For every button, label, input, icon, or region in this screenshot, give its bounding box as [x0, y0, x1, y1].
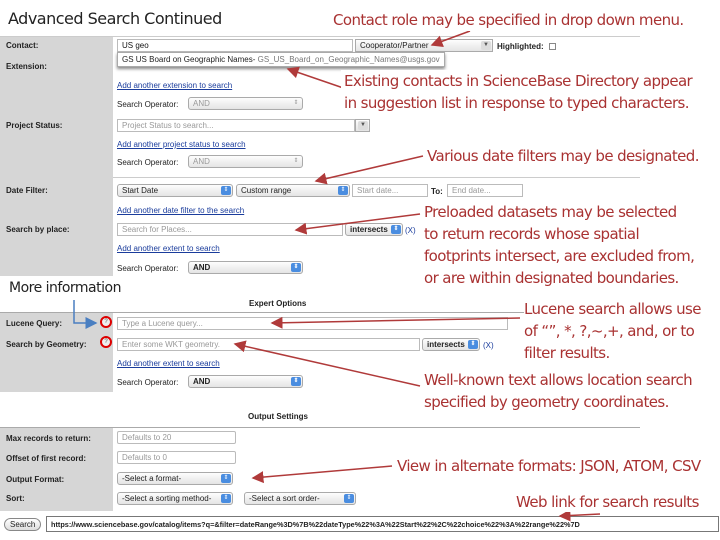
start-date-input[interactable]: Start date...	[352, 184, 428, 197]
lucene-query-label: Lucene Query:	[6, 319, 63, 328]
operator-value: AND	[193, 99, 210, 108]
contact-input[interactable]: US geo	[117, 39, 353, 52]
note-formats: View in alternate formats: JSON, ATOM, CSV	[397, 457, 701, 475]
note-line: Well-known text allows location search	[424, 371, 693, 389]
project-status-label: Project Status:	[6, 121, 63, 130]
note-wkt	[424, 369, 692, 413]
operator-label: Search Operator:	[117, 100, 179, 109]
highlighted-label: Highlighted:	[497, 42, 544, 51]
relation-value: intersects	[427, 340, 465, 349]
note-line: Lucene search allows use	[524, 300, 701, 318]
format-value: -Select a format-	[122, 474, 182, 483]
note-lucene	[524, 298, 701, 364]
project-status-input[interactable]: Project Status to search...	[117, 119, 355, 132]
output-format-label: Output Format:	[6, 475, 65, 484]
end-date-input[interactable]: End date...	[447, 184, 523, 197]
sort-label: Sort:	[6, 494, 25, 503]
lucene-query-input[interactable]: Type a Lucene query...	[117, 317, 508, 330]
search-by-place-label: Search by place:	[6, 225, 70, 234]
note-date-filters: Various date filters may be designated.	[427, 147, 699, 165]
date-filter-label: Date Filter:	[6, 186, 48, 195]
arrow-wkt	[235, 344, 420, 386]
chevron-updown-icon: ⇕	[291, 377, 301, 386]
add-date-filter-link[interactable]: Add another date filter to the search	[117, 206, 245, 215]
chevron-updown-icon: ⇕	[344, 494, 354, 503]
chevron-updown-icon: ⇕	[338, 186, 348, 195]
search-url-field[interactable]: https://www.sciencebase.gov/catalog/items?q=&filter=dateRange%3D%7B%22dateType%22%3A%22Start%22%2C%22choice%22%3A%22range%22%7D	[46, 516, 719, 532]
operator-value: AND	[193, 157, 210, 166]
arrow-lucene	[272, 318, 520, 323]
chevron-updown-icon: ⇕	[291, 263, 301, 272]
add-extent-link[interactable]: Add another extent to search	[117, 359, 220, 368]
place-input[interactable]: Search for Places...	[117, 223, 343, 236]
arrow-more-info	[74, 300, 96, 323]
operator-value: AND	[193, 263, 211, 272]
max-records-input[interactable]: Defaults to 20	[117, 431, 236, 444]
sort-order-value: -Select a sort order-	[249, 494, 320, 503]
help-icon[interactable]: ?	[100, 336, 112, 348]
note-preloaded	[424, 201, 694, 289]
arrow-format	[253, 466, 392, 478]
note-line: in suggestion list in response to typed characters.	[344, 94, 689, 112]
suggestion-name: GS US Board on Geographic Names-	[122, 55, 256, 64]
note-contact-role: Contact role may be specified in drop down menu.	[333, 11, 684, 29]
operator-label: Search Operator:	[117, 264, 179, 273]
arrow-contact-role	[432, 31, 470, 45]
note-line: or are within designated boundaries.	[424, 267, 694, 289]
more-information-label: More information	[9, 280, 121, 296]
note-line: to return records whose spatial	[424, 223, 694, 245]
to-label: To:	[431, 187, 443, 196]
chevron-down-icon: ▼	[358, 121, 368, 130]
chevron-updown-icon: ⇕	[391, 225, 401, 234]
output-settings-header: Output Settings	[248, 412, 308, 421]
note-line: footprints intersect, are excluded from,	[424, 247, 695, 265]
chevron-updown-icon: ⇕	[221, 186, 231, 195]
note-line: specified by geometry coordinates.	[424, 393, 669, 411]
suggestion-email: GS_US_Board_on_Geographic_Names@usgs.gov	[257, 55, 440, 64]
date-range-value: Custom range	[241, 186, 292, 195]
add-extension-link[interactable]: Add another extension to search	[117, 81, 233, 90]
operator-label: Search Operator:	[117, 158, 179, 167]
operator-value: AND	[193, 377, 211, 386]
chevron-updown-icon: ⇕	[293, 158, 299, 164]
chevron-down-icon: ▼	[481, 41, 491, 50]
help-icon[interactable]: ?	[100, 316, 112, 328]
note-existing-contacts	[341, 70, 695, 114]
remove-geometry-button[interactable]: (X)	[483, 341, 494, 350]
arrow-place	[296, 214, 420, 230]
add-project-status-link[interactable]: Add another project status to search	[117, 140, 246, 149]
note-line: Preloaded datasets may be selected	[424, 201, 694, 223]
geometry-input[interactable]: Enter some WKT geometry.	[117, 338, 420, 351]
chevron-updown-icon: ⇕	[293, 100, 299, 106]
operator-label: Search Operator:	[117, 378, 179, 387]
slide-title: Advanced Search Continued	[8, 9, 222, 28]
extension-label: Extension:	[6, 62, 47, 71]
arrow-url	[560, 514, 600, 516]
remove-place-button[interactable]: (X)	[405, 226, 416, 235]
offset-input[interactable]: Defaults to 0	[117, 451, 236, 464]
note-line: of “”, *, ?,~,+, and, or to	[524, 322, 695, 340]
max-records-label: Max records to return:	[6, 434, 91, 443]
chevron-updown-icon: ⇕	[468, 340, 478, 349]
role-value: Cooperator/Partner	[360, 41, 429, 50]
sort-method-value: -Select a sorting method-	[122, 494, 212, 503]
search-by-geometry-label: Search by Geometry:	[6, 340, 87, 349]
note-line: Existing contacts in ScienceBase Directory appear	[344, 72, 693, 90]
chevron-updown-icon: ⇕	[221, 474, 231, 483]
date-type-value: Start Date	[122, 186, 159, 195]
search-button[interactable]: Search	[4, 518, 41, 531]
relation-value: intersects	[350, 225, 388, 234]
note-line: filter results.	[524, 344, 610, 362]
offset-label: Offset of first record:	[6, 454, 87, 463]
expert-options-header: Expert Options	[249, 299, 307, 308]
chevron-updown-icon: ⇕	[221, 494, 231, 503]
add-extent-link[interactable]: Add another extent to search	[117, 244, 220, 253]
note-web-link: Web link for search results	[516, 493, 699, 511]
arrow-date	[316, 156, 423, 181]
contact-label: Contact:	[6, 41, 39, 50]
